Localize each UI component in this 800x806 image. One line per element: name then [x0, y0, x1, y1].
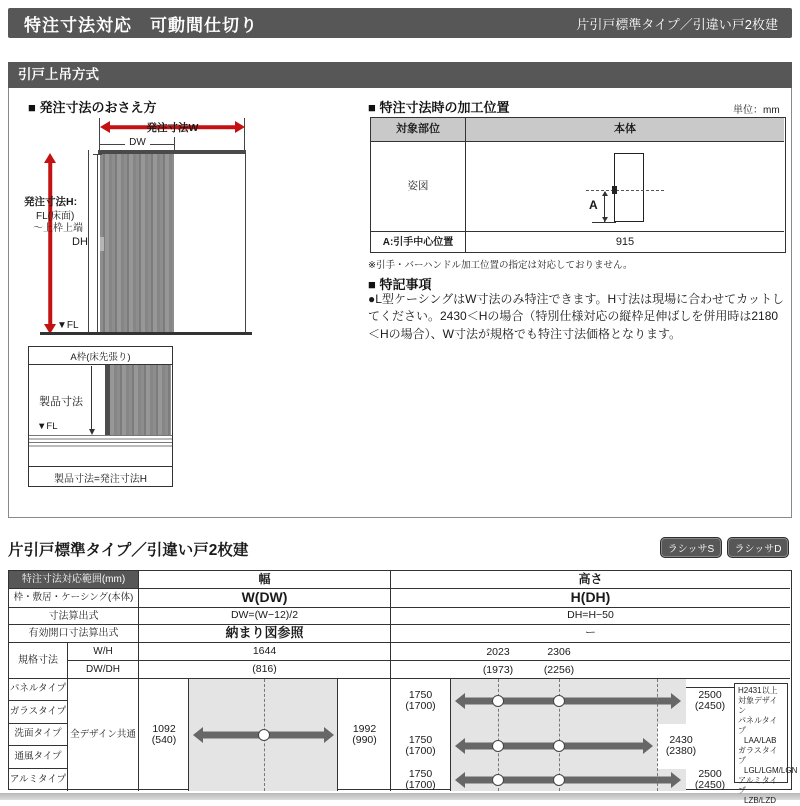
type-row-glass: ガラスタイプ	[9, 701, 68, 723]
processing-a-label: A:引手中心位置	[371, 232, 466, 252]
spec-formula-w: DW=(W−12)/2	[139, 608, 391, 625]
track-end-line	[245, 154, 246, 333]
figure-dim-arrow-up	[602, 191, 608, 196]
callout-leader-line	[686, 687, 734, 688]
figure-door-outline	[614, 153, 644, 222]
inset-door-edge	[105, 365, 110, 435]
inset-fl-label: ▼FL	[37, 421, 58, 432]
width-std-marker	[258, 729, 270, 741]
dh-tick-top	[93, 154, 102, 155]
spec-frame-w: W(DW)	[139, 589, 391, 608]
inset-product-label: 製品寸法	[39, 396, 83, 408]
spec-header-height: 高さ	[391, 571, 790, 589]
height-g1-marker-1	[492, 695, 504, 707]
processing-col-body: 本体	[466, 118, 784, 142]
spec-opening-h: ー	[391, 625, 790, 643]
figure-cell	[466, 142, 784, 232]
type-row-vent: 通風タイプ	[9, 746, 68, 768]
page-title: 特注寸法対応 可動間仕切り	[24, 15, 258, 35]
height-g3-marker-2	[553, 774, 565, 786]
dh-label: DH	[72, 236, 88, 248]
order-height-label1: 発注寸法H:	[24, 196, 78, 208]
figure-dim-a-label: A	[589, 198, 598, 212]
notes-text: ●L型ケーシングはW寸法のみ特注できます。H寸法は現場に合わせてカットしてください。2430＜Hの場合（特別仕様対応の縦枠足伸ばしを併用時は2180＜Hの場合）、W寸法が規格でも特注寸法価格となります。	[368, 292, 785, 341]
dh-dim-line	[97, 154, 98, 333]
spec-row-frame: 枠・敷居・ケーシング(本体)	[9, 589, 139, 608]
order-diagram-heading: ■ 発注寸法のおさえ方	[28, 100, 157, 115]
processing-col-part: 対象部位	[371, 118, 466, 142]
processing-a-value: 915	[615, 235, 635, 248]
height-g2-min: 1750 (1700)	[405, 734, 436, 757]
height-g2-max: 2430 (2380)	[665, 734, 697, 757]
spec-row-wh: W/H	[68, 643, 139, 661]
spec-row-dwdh: DW/DH	[68, 661, 139, 679]
order-height-arrow	[47, 153, 54, 334]
inset-top-label: A枠(床先張り)	[70, 352, 131, 363]
door-panel	[100, 154, 174, 333]
height-callout-box: H2431以上 対象デザイン パネルタイプ LAA/LAB ガラスタイプ LGL/LGM/LGN アルミタイプ LZB/LZD	[734, 683, 788, 783]
spec-table	[8, 570, 798, 805]
inset-bottom-divider	[29, 466, 172, 467]
spec-std-h1-sub: (1973)	[482, 664, 514, 676]
height-g2-marker-2	[553, 740, 565, 752]
processing-table	[370, 117, 786, 253]
section-header: 引戸上吊方式	[8, 62, 792, 88]
spec-header-range: 特注寸法対応範囲(mm)	[9, 571, 139, 589]
button-lasissa-d[interactable]: ラシッサD	[727, 537, 789, 558]
figure-bottom-tick	[592, 222, 616, 223]
order-width-label: 発注寸法W	[146, 122, 199, 134]
height-g1-arrow	[455, 693, 681, 709]
spec-std-h-sub-cell	[391, 661, 790, 679]
spec-std-h1: 2023	[486, 646, 510, 658]
width-min-value: 1092 (540)	[151, 723, 177, 746]
inset-bottom-label: 製品寸法=発注寸法H	[53, 474, 148, 485]
page-title-bar	[8, 8, 792, 38]
inset-dim-arrow	[91, 366, 92, 432]
height-g1-max: 2500 (2450)	[694, 689, 726, 712]
spec-row-standard: 規格寸法	[9, 643, 68, 679]
spec-row-formula: 寸法算出式	[9, 608, 139, 625]
height-g3-max: 2500 (2450)	[694, 768, 726, 791]
door-handle	[100, 237, 104, 251]
inset-door-panel	[105, 365, 171, 435]
unit-label: 単位：mm	[733, 105, 780, 116]
fl-label: ▼FL	[57, 320, 79, 331]
processing-row-figure: 姿図	[371, 142, 466, 232]
notes-heading: ■ 特記事項	[368, 277, 432, 292]
width-max-value: 1992 (990)	[352, 723, 377, 746]
figure-centerline	[586, 190, 664, 191]
spec-std-h2-sub: (2256)	[543, 664, 575, 676]
height-g3-marker-1	[492, 774, 504, 786]
common-design-cell: 全デザイン共通	[68, 679, 139, 791]
wall-line	[88, 150, 89, 333]
inset-floor-hatch	[29, 435, 172, 449]
spec-frame-h: H(DH)	[391, 589, 790, 608]
height-g3-min: 1750 (1700)	[405, 768, 436, 791]
figure-handle-mark	[612, 186, 617, 194]
height-g2-marker-1	[492, 740, 504, 752]
height-g1-marker-2	[553, 695, 565, 707]
spec-header-width: 幅	[139, 571, 391, 589]
spec-std-h2: 2306	[547, 646, 571, 658]
type-row-alumi: アルミタイプ	[9, 769, 68, 791]
height-g3-arrow	[455, 772, 681, 788]
spec-std-w-sub: (816)	[139, 661, 391, 679]
processing-heading: ■ 特注寸法時の加工位置	[368, 100, 510, 115]
dw-label: DW	[100, 137, 175, 148]
order-height-label3: ～上枠上端	[33, 223, 83, 234]
spec-opening-w: 納まり図参照	[139, 625, 391, 643]
width-range-chart	[139, 679, 391, 791]
button-lasissa-s[interactable]: ラシッサS	[660, 537, 722, 558]
floor-line	[40, 332, 252, 335]
page-subtitle: 片引戸標準タイプ／引違い戸2枚建	[576, 16, 778, 32]
spec-title: 片引戸標準タイプ／引違い戸2枚建	[8, 542, 249, 559]
type-row-panel: パネルタイプ	[9, 679, 68, 701]
spec-std-w: 1644	[139, 643, 391, 661]
page-bottom-strip	[0, 793, 800, 800]
height-range-chart	[391, 679, 798, 805]
order-height-label2: FL(床面)	[36, 211, 75, 222]
processing-footnote: ※引手・バーハンドル加工位置の指定は対応しておりません。	[368, 260, 633, 271]
spec-row-opening: 有効開口寸法算出式	[9, 625, 139, 643]
spec-formula-h: DH=H−50	[391, 608, 790, 625]
type-row-washroom: 洗面タイプ	[9, 724, 68, 746]
spec-std-h-cell	[391, 643, 790, 661]
inset-diagram	[28, 346, 173, 487]
height-g1-min: 1750 (1700)	[405, 689, 436, 712]
